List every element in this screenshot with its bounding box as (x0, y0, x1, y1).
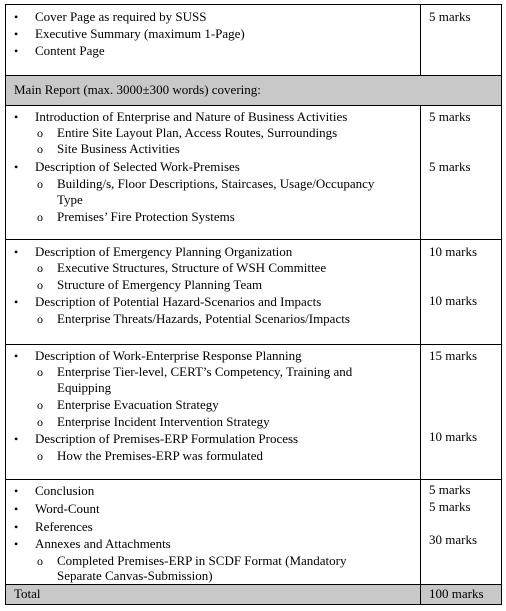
sub-bullet: o (37, 177, 43, 191)
total-label: Total (14, 586, 41, 601)
item-hazard-scenarios: Description of Potential Hazard-Scenarios and Impacts (35, 294, 322, 309)
bullet: • (14, 484, 19, 498)
sub-item-tier-level-cont: Equipping (57, 380, 112, 395)
column-divider (420, 4, 421, 75)
bullet: • (14, 110, 19, 124)
sub-item-premises-erp-scdf: Completed Premises-ERP in SCDF Format (Mandatory (57, 553, 347, 568)
sub-bullet: o (37, 142, 43, 156)
sub-item-intervention: Enterprise Incident Intervention Strategy (57, 414, 270, 429)
sub-item-premises-erp-scdf-cont: Separate Canvas-Submission) (57, 568, 213, 583)
marks-annexes: 30 marks (429, 532, 478, 547)
item-emergency-org: Description of Emergency Planning Organization (35, 244, 293, 259)
item-work-premises: Description of Selected Work-Premises (35, 159, 240, 174)
row-divider (5, 479, 502, 480)
marks-response-planning: 15 marks (429, 348, 478, 363)
sub-item-site-layout: Entire Site Layout Plan, Access Routes, Surroundings (57, 125, 338, 140)
item-erp-formulation: Description of Premises-ERP Formulation Process (35, 431, 299, 446)
total-marks: 100 marks (429, 586, 484, 601)
item-annexes: Annexes and Attachments (35, 536, 171, 551)
bullet: • (14, 502, 19, 516)
item-conclusion: Conclusion (35, 483, 95, 498)
bullet: • (14, 27, 19, 41)
marks-work-premises: 5 marks (429, 159, 471, 174)
sub-item-executive-structures: Executive Structures, Structure of WSH Committee (57, 260, 327, 275)
bullet: • (14, 520, 19, 534)
bullet: • (14, 349, 19, 363)
marks-introduction: 5 marks (429, 109, 471, 124)
sub-item-fire-protection: Premises’ Fire Protection Systems (57, 209, 235, 224)
item-references: References (35, 519, 93, 534)
sub-bullet: o (37, 398, 43, 412)
row-divider (5, 584, 502, 585)
sub-bullet: o (37, 365, 43, 379)
sub-item-planning-team: Structure of Emergency Planning Team (57, 277, 263, 292)
sub-item-site-business: Site Business Activities (57, 141, 180, 156)
table-border (5, 4, 6, 605)
bullet: • (14, 160, 19, 174)
table-border (5, 4, 502, 5)
sub-bullet: o (37, 415, 43, 429)
item-cover-page: Cover Page as required by SUSS (35, 9, 207, 24)
sub-item-how-formulated: How the Premises-ERP was formulated (57, 448, 264, 463)
table-border (5, 604, 502, 605)
sub-item-tier-level: Enterprise Tier-level, CERT’s Competency, Training and (57, 364, 353, 379)
sub-bullet: o (37, 278, 43, 292)
marking-rubric-table (5, 4, 502, 604)
item-word-count: Word-Count (35, 501, 100, 516)
marks-front-matter: 5 marks (429, 9, 471, 24)
item-executive-summary: Executive Summary (maximum 1-Page) (35, 26, 245, 41)
row-divider (5, 239, 502, 240)
table-border (501, 4, 502, 605)
bullet: • (14, 432, 19, 446)
item-content-page: Content Page (35, 43, 105, 58)
sub-item-evacuation: Enterprise Evacuation Strategy (57, 397, 219, 412)
bullet: • (14, 295, 19, 309)
item-response-planning: Description of Work-Enterprise Response Planning (35, 348, 302, 363)
sub-bullet: o (37, 449, 43, 463)
marks-conclusion: 5 marks (429, 482, 471, 497)
marks-word-count: 5 marks (429, 499, 471, 514)
sub-item-threats: Enterprise Threats/Hazards, Potential Scenarios/Impacts (57, 311, 350, 326)
bullet: • (14, 10, 19, 24)
sub-bullet: o (37, 261, 43, 275)
marks-emergency-org: 10 marks (429, 244, 478, 259)
sub-item-building: Building/s, Floor Descriptions, Staircases, Usage/Occupancy (57, 176, 375, 191)
main-report-heading: Main Report (max. 3000±300 words) covering: (14, 82, 261, 97)
column-divider (420, 105, 421, 605)
bullet: • (14, 245, 19, 259)
sub-bullet: o (37, 312, 43, 326)
bullet: • (14, 44, 19, 58)
sub-bullet: o (37, 210, 43, 224)
item-introduction: Introduction of Enterprise and Nature of Business Activities (35, 109, 348, 124)
sub-item-building-cont: Type (57, 192, 83, 207)
sub-bullet: o (37, 126, 43, 140)
row-divider (5, 75, 502, 76)
marks-hazard-scenarios: 10 marks (429, 293, 478, 308)
row-divider (5, 105, 502, 106)
marks-erp-formulation: 10 marks (429, 429, 478, 444)
sub-bullet: o (37, 554, 43, 568)
row-divider (5, 344, 502, 345)
total-row-shade (5, 584, 502, 604)
bullet: • (14, 537, 19, 551)
